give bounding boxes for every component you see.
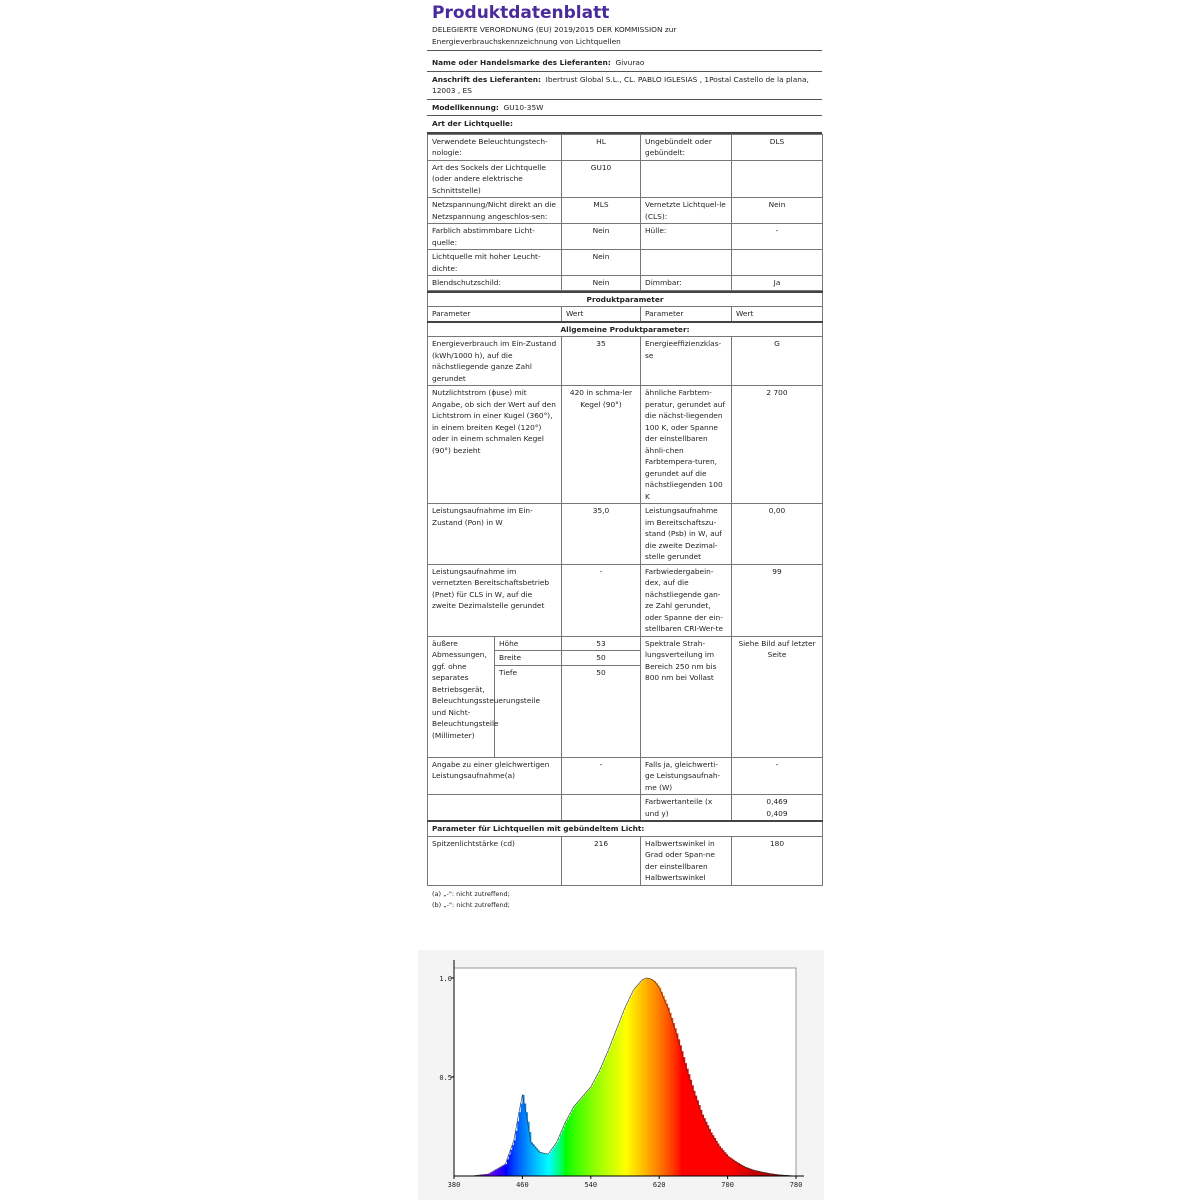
param-row xyxy=(428,504,823,565)
dim-value: 50 xyxy=(562,665,641,757)
col-header-value: Wert xyxy=(732,307,823,322)
param-value: G xyxy=(732,337,823,386)
x-tick-label: 460 xyxy=(516,1181,529,1189)
type-label: Vernetzte Lichtquel-le (CLS): xyxy=(641,198,732,224)
dim-name: Höhe xyxy=(495,636,562,651)
page-title: Produktdatenblatt xyxy=(432,2,822,24)
type-label: Hülle: xyxy=(641,224,732,250)
equiv-power-value: - xyxy=(732,757,823,795)
type-value: HL xyxy=(562,134,641,160)
peak-value: 216 xyxy=(562,836,641,885)
supplier-row: Name oder Handelsmarke des Lieferanten: Givurao xyxy=(427,55,822,72)
chroma-value: 0,469 0,409 xyxy=(732,795,823,822)
beam-label: Halbwertswinkel in Grad oder Span-ne der einstellbaren Halbwertswinkel xyxy=(641,836,732,885)
param-label: Leistungsaufnahme im Bereitschaftszu-stand (Psb) in W, auf die zweite Dezimal-stelle gerundet xyxy=(641,504,732,565)
spectrum-chart xyxy=(418,950,824,1200)
dims-label: äußere Abmessungen, ggf. ohne separates Betriebsgerät, Beleuchtungssteuerungsteile und Nicht-Beleuchtungsteile (Millimeter) xyxy=(428,636,495,757)
y-tick-label: 0.5 xyxy=(439,1074,452,1082)
regulation-line: Energieverbrauchskennzeichnung von Lichtquellen xyxy=(427,36,822,52)
type-row xyxy=(428,276,823,291)
param-value: 99 xyxy=(732,564,823,636)
type-label: Ungebündelt oder gebündelt: xyxy=(641,134,732,160)
spectral-value: Siehe Bild auf letzter Seite xyxy=(732,636,823,757)
param-row xyxy=(428,337,823,386)
x-tick-label: 700 xyxy=(721,1181,734,1189)
footnote-a: (a) „-": nicht zutreffend; xyxy=(427,888,822,901)
type-label: Lichtquelle mit hoher Leucht-dichte: xyxy=(428,250,562,276)
type-value: Ja xyxy=(732,276,823,291)
type-label xyxy=(641,250,732,276)
empty-cell xyxy=(562,795,641,822)
col-header-param: Parameter xyxy=(641,307,732,322)
param-label: ähnliche Farbtem-peratur, gerundet auf die nächst-liegenden 100 K, oder Spanne der einstellbaren ähnli-chen Farbtempera-turen, gerundet auf die nächstliegenden 100 K xyxy=(641,386,732,504)
beam-value: 180 xyxy=(732,836,823,885)
param-label: Energieeffizienzklas-se xyxy=(641,337,732,386)
param-label: Farbwiedergabein-dex, auf die nächstliegende gan-ze Zahl gerundet, oder Spanne der ein-stellbaren CRI-Wer-te xyxy=(641,564,732,636)
spectral-label: Spektrale Strah-lungsverteilung im Bereich 250 nm bis 800 nm bei Vollast xyxy=(641,636,732,757)
x-tick-label: 780 xyxy=(790,1181,803,1189)
x-tick-label: 540 xyxy=(584,1181,597,1189)
type-label: Verwendete Beleuchtungstech-nologie: xyxy=(428,134,562,160)
type-value: DLS xyxy=(732,134,823,160)
params-table xyxy=(427,291,823,886)
dim-value: 50 xyxy=(562,651,641,666)
type-row xyxy=(428,250,823,276)
param-value: 420 in schma-ler Kegel (90°) xyxy=(562,386,641,504)
type-value: MLS xyxy=(562,198,641,224)
spectrum-svg xyxy=(418,950,824,1200)
product-data-sheet xyxy=(427,0,822,912)
type-value: Nein xyxy=(732,198,823,224)
param-label: Leistungsaufnahme im vernetzten Bereitschaftsbetrieb (Pnet) für CLS in W, auf die zweite Dezimalstelle gerundet xyxy=(428,564,562,636)
general-params-title: Allgemeine Produktparameter: xyxy=(428,322,823,337)
x-tick-label: 620 xyxy=(653,1181,666,1189)
type-value xyxy=(732,160,823,198)
col-header-value: Wert xyxy=(562,307,641,322)
type-row xyxy=(428,224,823,250)
empty-cell xyxy=(428,795,562,822)
param-label: Energieverbrauch im Ein-Zustand (kWh/1000 h), auf die nächstliegende ganze Zahl gerundet xyxy=(428,337,562,386)
dim-name: Breite xyxy=(495,651,562,666)
param-value: 35,0 xyxy=(562,504,641,565)
light-type-heading: Art der Lichtquelle: xyxy=(427,116,822,134)
address-row: Anschrift des Lieferanten: Ibertrust Global S.L., CL. PABLO IGLESIAS , 1Postal Castello de la plana, 12003 , ES xyxy=(427,72,822,100)
y-tick-label: 1.0 xyxy=(439,975,452,983)
light-type-table xyxy=(427,134,823,291)
type-label: Dimmbar: xyxy=(641,276,732,291)
col-header-param: Parameter xyxy=(428,307,562,322)
type-row xyxy=(428,198,823,224)
param-value: 0,00 xyxy=(732,504,823,565)
param-row xyxy=(428,386,823,504)
type-label xyxy=(641,160,732,198)
regulation-line: DELEGIERTE VERORDNUNG (EU) 2019/2015 DER KOMMISSION zur xyxy=(427,24,822,36)
type-row xyxy=(428,160,823,198)
model-row: Modellkennung: GU10-35W xyxy=(427,100,822,117)
param-label: Leistungsaufnahme im Ein-Zustand (Pon) in W xyxy=(428,504,562,565)
peak-label: Spitzenlichtstärke (cd) xyxy=(428,836,562,885)
directional-title: Parameter für Lichtquellen mit gebündeltem Licht: xyxy=(428,821,823,836)
dim-value: 53 xyxy=(562,636,641,651)
param-value: - xyxy=(562,564,641,636)
param-label: Nutzlichtstrom (ϕuse) mit Angabe, ob sich der Wert auf den Lichtstrom in einer Kugel (360°), in einem breiten Kegel (120°) oder in einem schmalen Kegel (90°) bezieht xyxy=(428,386,562,504)
equiv-power-label: Falls ja, gleichwerti-ge Leistungsaufnah-me (W) xyxy=(641,757,732,795)
type-value: Nein xyxy=(562,224,641,250)
type-label: Blendschutzschild: xyxy=(428,276,562,291)
param-value: 35 xyxy=(562,337,641,386)
params-section-title: Produktparameter xyxy=(428,292,823,307)
type-row xyxy=(428,134,823,160)
chroma-label: Farbwertanteile (x und y) xyxy=(641,795,732,822)
type-value xyxy=(732,250,823,276)
type-label: Netzspannung/Nicht direkt an die Netzspannung angeschlos-sen: xyxy=(428,198,562,224)
type-label: Art des Sockels der Lichtquelle (oder andere elektrische Schnittstelle) xyxy=(428,160,562,198)
footnote-b: (b) „-": nicht zutreffend; xyxy=(427,899,822,912)
type-value: Nein xyxy=(562,276,641,291)
param-value: 2 700 xyxy=(732,386,823,504)
dim-name: Tiefe xyxy=(495,665,562,757)
type-label: Farblich abstimmbare Licht-quelle: xyxy=(428,224,562,250)
x-tick-label: 380 xyxy=(448,1181,461,1189)
equiv-value: - xyxy=(562,757,641,795)
equiv-label: Angabe zu einer gleichwertigen Leistungsaufnahme(a) xyxy=(428,757,562,795)
type-value: GU10 xyxy=(562,160,641,198)
param-row xyxy=(428,564,823,636)
type-value: Nein xyxy=(562,250,641,276)
type-value: - xyxy=(732,224,823,250)
